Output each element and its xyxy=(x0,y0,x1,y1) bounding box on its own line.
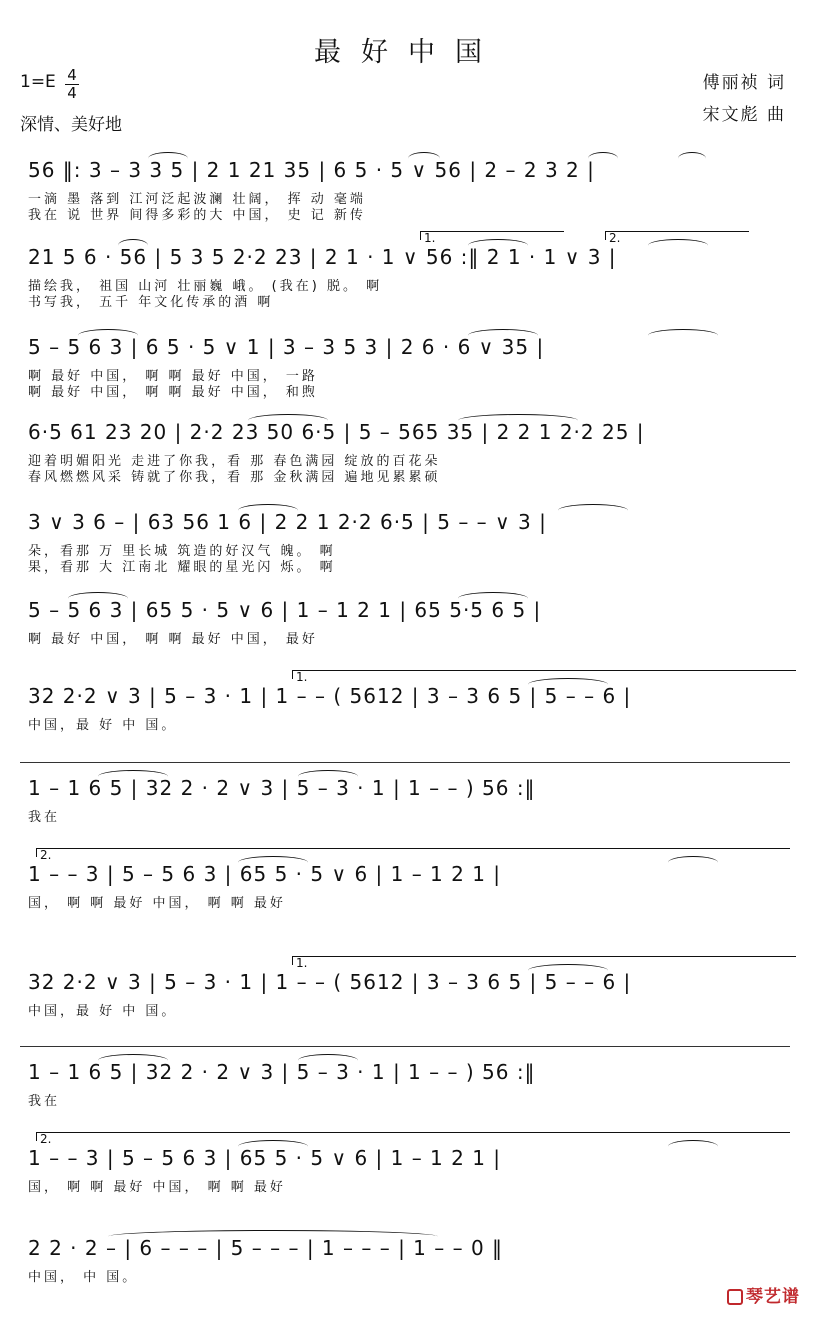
slur xyxy=(238,1140,308,1153)
score-system xyxy=(0,776,816,856)
score-system xyxy=(0,335,816,415)
slur xyxy=(248,414,328,427)
slur xyxy=(238,856,308,869)
time-signature xyxy=(64,67,80,102)
tempo-marking: 深情、美好地 xyxy=(20,115,122,135)
lyric-line-2: 春风燃燃风采 铸就了你我，看 那 金秋满园 遍地见累累硕 xyxy=(28,470,441,485)
volta-bracket: 2. xyxy=(36,1132,790,1141)
slur xyxy=(98,770,168,783)
system-divider xyxy=(20,762,790,763)
notation-line: 5 – 5 6 3 | 65 5 · 5 ∨ 6 | 1 – 1 2 1 | 65 5·5 6 5 | xyxy=(28,598,542,622)
slur xyxy=(468,329,538,342)
notation-line: 1 – 1 6 5 | 32 2 · 2 ∨ 3 | 5 – 3 · 1 | 1 – – ) 56 :‖ xyxy=(28,776,536,800)
lyric-line-1: 国， 啊 啊 最好 中国， 啊 啊 最好 xyxy=(28,896,286,911)
score-system xyxy=(0,420,816,500)
lyric-line-2: 果，看那 大 江南北 耀眼的星光闪 烁。 啊 xyxy=(28,560,336,575)
volta-bracket: 1. xyxy=(420,231,564,240)
score-system xyxy=(0,598,816,678)
slur xyxy=(458,414,578,427)
slur xyxy=(468,239,528,252)
volta-bracket: 1. xyxy=(292,956,796,965)
score-system xyxy=(0,848,816,942)
notation-line: 5 – 5 6 3 | 6 5 · 5 ∨ 1 | 3 – 3 5 3 | 2 6 · 6 ∨ 35 | xyxy=(28,335,545,359)
lyric-line-2: 啊 最好 中国， 啊 啊 最好 中国， 和煦 xyxy=(28,385,318,400)
lyric-line-1: 我在 xyxy=(28,1094,61,1109)
lyric-line-1: 朵，看那 万 里长城 筑造的好汉气 魄。 啊 xyxy=(28,544,336,559)
slur xyxy=(588,152,618,165)
slur xyxy=(668,1140,718,1153)
slur xyxy=(68,592,128,605)
slur xyxy=(648,239,708,252)
lyric-line-1: 描绘我， 祖国 山河 壮丽巍 峨。 (我在) 脱。 啊 xyxy=(28,279,383,294)
composer-credit: 宋文彪 曲 xyxy=(702,105,786,125)
lyric-line-2: 书写我， 五千 年文化传承的酒 啊 xyxy=(28,295,274,310)
score-system xyxy=(0,670,816,764)
lyric-line-1: 我在 xyxy=(28,810,61,825)
slur xyxy=(648,329,718,342)
slur xyxy=(98,1054,168,1067)
score-system xyxy=(0,956,816,1050)
score-system xyxy=(0,510,816,590)
slur xyxy=(668,856,718,869)
slur xyxy=(108,1230,438,1243)
lyric-line-1: 啊 最好 中国， 啊 啊 最好 中国， 最好 xyxy=(28,632,318,647)
notation-line: 1 – – 3 | 5 – 5 6 3 | 65 5 · 5 ∨ 6 | 1 – 1 2 1 | xyxy=(28,862,502,886)
volta-bracket: 1. xyxy=(292,670,796,679)
lyric-line-2: 我在 说 世界 间得多彩的大 中国， 史 记 新传 xyxy=(28,208,366,223)
lyric-line-1: 啊 最好 中国， 啊 啊 最好 中国， 一路 xyxy=(28,369,318,384)
notation-line: 1 – – 3 | 5 – 5 6 3 | 65 5 · 5 ∨ 6 | 1 – 1 2 1 | xyxy=(28,1146,502,1170)
notation-line: 56 ‖: 3 – 3 3 5 | 2 1 21 35 | 6 5 · 5 ∨ 56 | 2 – 2 3 2 | xyxy=(28,158,595,182)
lyric-line-1: 中国，最 好 中 国。 xyxy=(28,1004,178,1019)
score-system xyxy=(0,1132,816,1226)
notation-line: 32 2·2 ∨ 3 | 5 – 3 · 1 | 1 – – ( 5612 | 3 – 3 6 5 | 5 – – 6 | xyxy=(28,970,632,994)
lyric-line-1: 一滴 墨 落到 江河泛起波澜 壮阔， 挥 动 毫端 xyxy=(28,192,366,207)
slur xyxy=(558,504,628,517)
notation-line: 2 2 · 2 – | 6 – – – | 5 – – – | 1 – – – | 1 – – 0 ‖ xyxy=(28,1236,504,1260)
site-logo xyxy=(727,1282,800,1307)
slur xyxy=(118,239,148,252)
score-system xyxy=(0,1060,816,1140)
logo-icon xyxy=(727,1289,743,1305)
lyric-line-1: 中国，最 好 中 国。 xyxy=(28,718,178,733)
notation-line: 6·5 61 23 20 | 2·2 23 50 6·5 | 5 – 565 35 | 2 2 1 2·2 25 | xyxy=(28,420,645,444)
time-top: 4 xyxy=(67,66,77,84)
score-system xyxy=(0,158,816,238)
lyricist-credit: 傅丽祯 词 xyxy=(702,73,786,93)
slur xyxy=(148,152,188,165)
notation-line: 32 2·2 ∨ 3 | 5 – 3 · 1 | 1 – – ( 5612 | 3 – 3 6 5 | 5 – – 6 | xyxy=(28,684,632,708)
song-title: 最好中国 xyxy=(314,37,502,68)
lyric-line-1: 中国， 中 国。 xyxy=(28,1270,139,1285)
slur xyxy=(528,964,608,977)
time-bottom: 4 xyxy=(65,84,79,102)
score-system xyxy=(0,231,816,325)
lyric-line-1: 国， 啊 啊 最好 中国， 啊 啊 最好 xyxy=(28,1180,286,1195)
slur xyxy=(78,329,138,342)
volta-bracket: 2. xyxy=(36,848,790,857)
logo-text: 琴艺谱 xyxy=(746,1287,800,1307)
lyric-line-1: 迎着明媚阳光 走进了你我，看 那 春色满园 绽放的百花朵 xyxy=(28,454,441,469)
notation-line: 1 – 1 6 5 | 32 2 · 2 ∨ 3 | 5 – 3 · 1 | 1 – – ) 56 :‖ xyxy=(28,1060,536,1084)
slur xyxy=(408,152,440,165)
slur xyxy=(678,152,706,165)
slur xyxy=(238,504,298,517)
score-system xyxy=(0,1236,816,1316)
volta-bracket: 2. xyxy=(605,231,749,240)
slur xyxy=(528,678,608,691)
slur xyxy=(298,770,358,783)
slur xyxy=(458,592,528,605)
slur xyxy=(298,1054,358,1067)
notation-line: 3 ∨ 3 6 – | 63 56 1 6 | 2 2 1 2·2 6·5 | 5 – – ∨ 3 | xyxy=(28,510,547,534)
key-signature: 1=E xyxy=(20,72,56,92)
notation-line: 21 5 6 · 56 | 5 3 5 2·2 23 | 2 1 · 1 ∨ 56 :‖ 2 1 · 1 ∨ 3 | xyxy=(28,245,617,269)
system-divider xyxy=(20,1046,790,1047)
